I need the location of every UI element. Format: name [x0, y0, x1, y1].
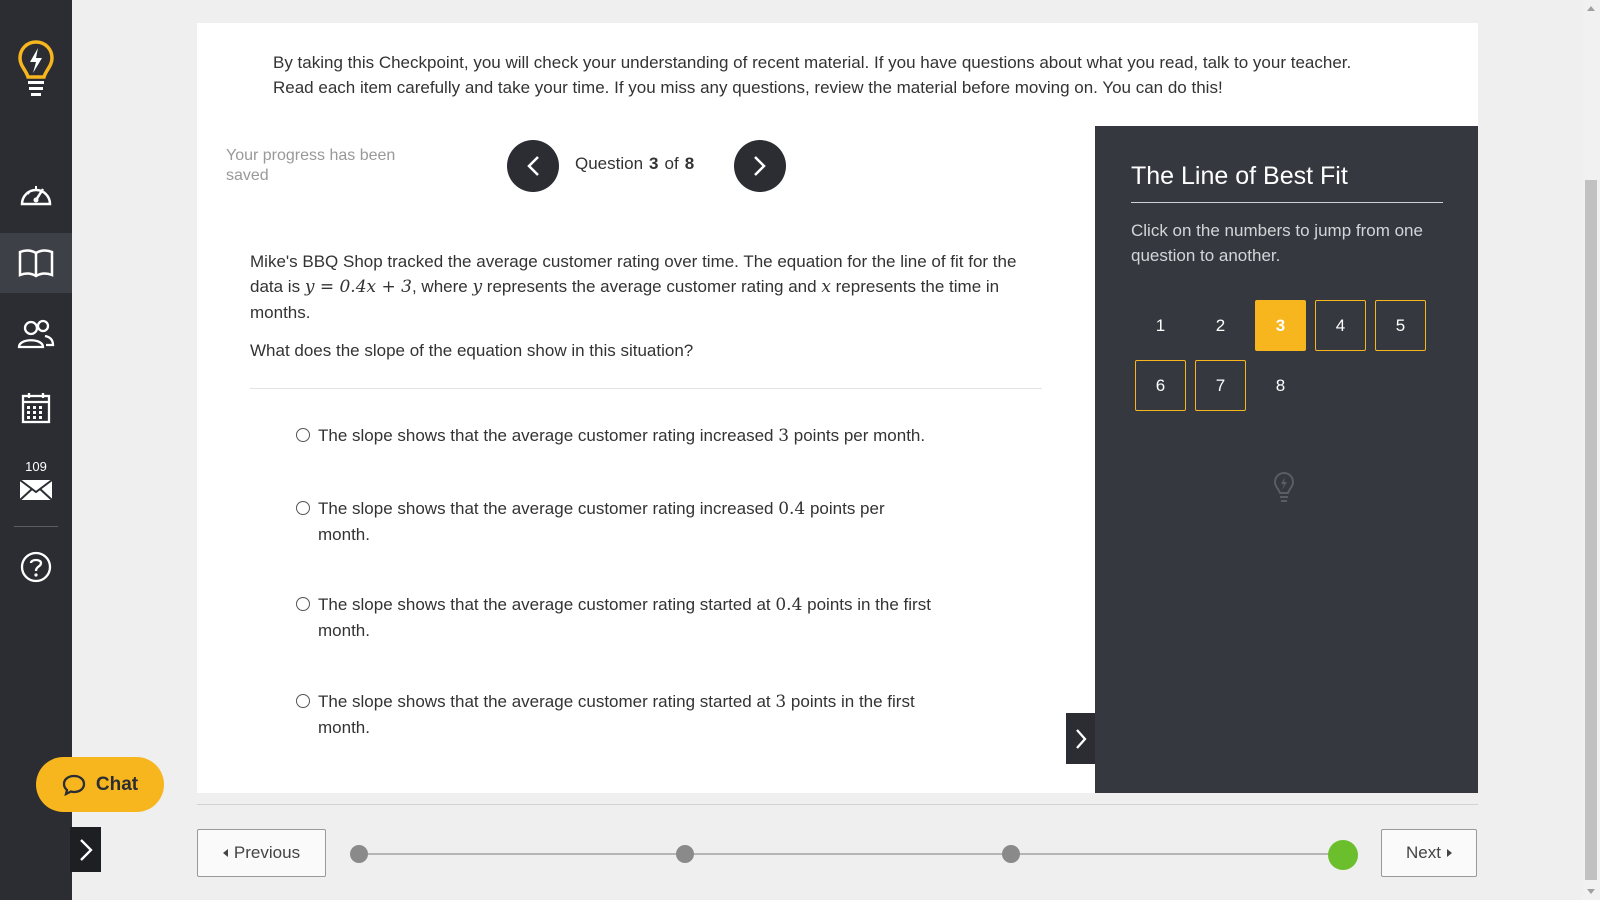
- lightbulb-icon: [1273, 471, 1295, 508]
- answer-text-part: points in the first month.: [318, 595, 931, 640]
- equation: y = 0.4x + 3: [304, 277, 412, 297]
- answer-text-part: points in the first month.: [318, 692, 915, 737]
- users-icon[interactable]: [0, 304, 72, 364]
- panel-title: The Line of Best Fit: [1131, 162, 1443, 203]
- mail-button[interactable]: [0, 452, 72, 512]
- dashboard-gauge-icon[interactable]: [0, 164, 72, 224]
- answer-option-4[interactable]: [296, 689, 956, 740]
- answer-option-3[interactable]: [296, 592, 976, 643]
- current-question-number: 3: [649, 154, 659, 173]
- answer-radio[interactable]: [296, 501, 310, 515]
- question-counter: [575, 154, 700, 174]
- answer-text: [318, 496, 916, 547]
- chevron-left-icon: [526, 155, 540, 177]
- progress-step-1[interactable]: [350, 845, 368, 863]
- question-text-part: represents the average customer rating and: [482, 277, 822, 296]
- scroll-down-arrow[interactable]: [1587, 889, 1595, 894]
- question-text-part: , where: [411, 277, 473, 296]
- chat-label: Chat: [95, 773, 139, 795]
- answer-text-part: The slope shows that the average customer rating increased: [318, 499, 779, 518]
- question-jump-6[interactable]: 6: [1135, 360, 1186, 411]
- previous-label: Previous: [233, 843, 301, 862]
- answer-number: 3: [778, 426, 790, 446]
- bottom-divider: [197, 804, 1478, 805]
- total-questions: 8: [684, 154, 695, 173]
- mail-count-badge: 109: [25, 459, 47, 474]
- question-navigator-panel: [1095, 126, 1478, 793]
- calendar-icon[interactable]: [0, 378, 72, 438]
- progress-step-4-current[interactable]: [1328, 840, 1358, 870]
- panel-toggle-button[interactable]: [1066, 713, 1096, 764]
- of-label: of: [664, 154, 679, 173]
- question-jump-2[interactable]: 2: [1215, 315, 1226, 335]
- question-text: [250, 249, 1035, 325]
- variable-x: x: [821, 277, 831, 297]
- caret-left-icon: [223, 849, 228, 857]
- chevron-right-icon: [79, 838, 93, 862]
- answer-number: 3: [775, 692, 787, 712]
- progress-step-2[interactable]: [676, 845, 694, 863]
- intro-line-1: By taking this Checkpoint, you will check your understanding of recent material. If you have questions about what you read, talk to your teacher.: [273, 53, 1352, 72]
- previous-question-button[interactable]: [507, 140, 559, 192]
- answer-text: [318, 592, 976, 643]
- question-label: Question: [575, 154, 644, 173]
- next-label: Next: [1406, 843, 1441, 862]
- question-jump-3[interactable]: 3: [1255, 300, 1306, 351]
- answer-text-part: points per month.: [789, 426, 926, 445]
- previous-button[interactable]: [197, 829, 326, 877]
- answer-text-part: The slope shows that the average customer rating increased: [318, 426, 779, 445]
- progress-track: [358, 853, 1343, 855]
- checkpoint-card: [197, 23, 1478, 793]
- answer-radio[interactable]: [296, 597, 310, 611]
- answer-radio[interactable]: [296, 694, 310, 708]
- intro-text: [273, 50, 1423, 100]
- caret-right-icon: [1447, 849, 1452, 857]
- book-icon[interactable]: [0, 233, 72, 293]
- question-jump-5[interactable]: 5: [1375, 300, 1426, 351]
- answer-option-1[interactable]: [296, 423, 976, 449]
- question-jump-7[interactable]: 7: [1195, 360, 1246, 411]
- answer-option-2[interactable]: [296, 496, 916, 547]
- answer-text-part: The slope shows that the average customer rating started at: [318, 692, 776, 711]
- chevron-right-icon: [1075, 728, 1087, 750]
- chevron-right-icon: [753, 155, 767, 177]
- answer-text-part: points per month.: [318, 499, 885, 544]
- next-question-button[interactable]: [734, 140, 786, 192]
- question-text-part: represents the time in months.: [250, 277, 1000, 322]
- scroll-up-arrow[interactable]: [1587, 6, 1595, 11]
- sidebar-divider: [14, 526, 58, 527]
- question-text-part: Mike's BBQ Shop tracked the average customer rating over time. The equation for the line of fit for the data is: [250, 252, 1017, 296]
- question-prompt: What does the slope of the equation show in this situation?: [250, 341, 694, 360]
- logo-bulb-icon[interactable]: [0, 36, 72, 100]
- progress-saved-text: Your progress has been saved: [226, 147, 396, 184]
- answer-text: [318, 423, 925, 449]
- variable-y: y: [472, 277, 483, 297]
- chat-bubble-icon: [62, 774, 86, 796]
- answer-number: 0.4: [778, 499, 806, 519]
- intro-line-2: Read each item carefully and take your time. If you miss any questions, review the material before moving on. You can do this!: [273, 78, 1223, 97]
- answer-number: 0.4: [775, 595, 803, 615]
- progress-step-3[interactable]: [1002, 845, 1020, 863]
- answer-radio[interactable]: [296, 428, 310, 442]
- scroll-thumb[interactable]: [1585, 180, 1597, 880]
- sidebar-expand-button[interactable]: [70, 827, 101, 872]
- panel-description: Click on the numbers to jump from one question to another.: [1131, 221, 1423, 265]
- question-divider: [250, 388, 1042, 389]
- question-jump-1[interactable]: 1: [1155, 315, 1166, 335]
- help-icon[interactable]: [0, 537, 72, 597]
- question-jump-4[interactable]: 4: [1315, 300, 1366, 351]
- next-button[interactable]: [1381, 829, 1477, 877]
- question-jump-8[interactable]: 8: [1275, 375, 1286, 395]
- answer-text-part: The slope shows that the average customer rating started at: [318, 595, 776, 614]
- chat-button[interactable]: [36, 757, 164, 812]
- answer-text: [318, 689, 956, 740]
- mail-icon: [19, 479, 53, 501]
- page-scrollbar[interactable]: [1582, 0, 1600, 900]
